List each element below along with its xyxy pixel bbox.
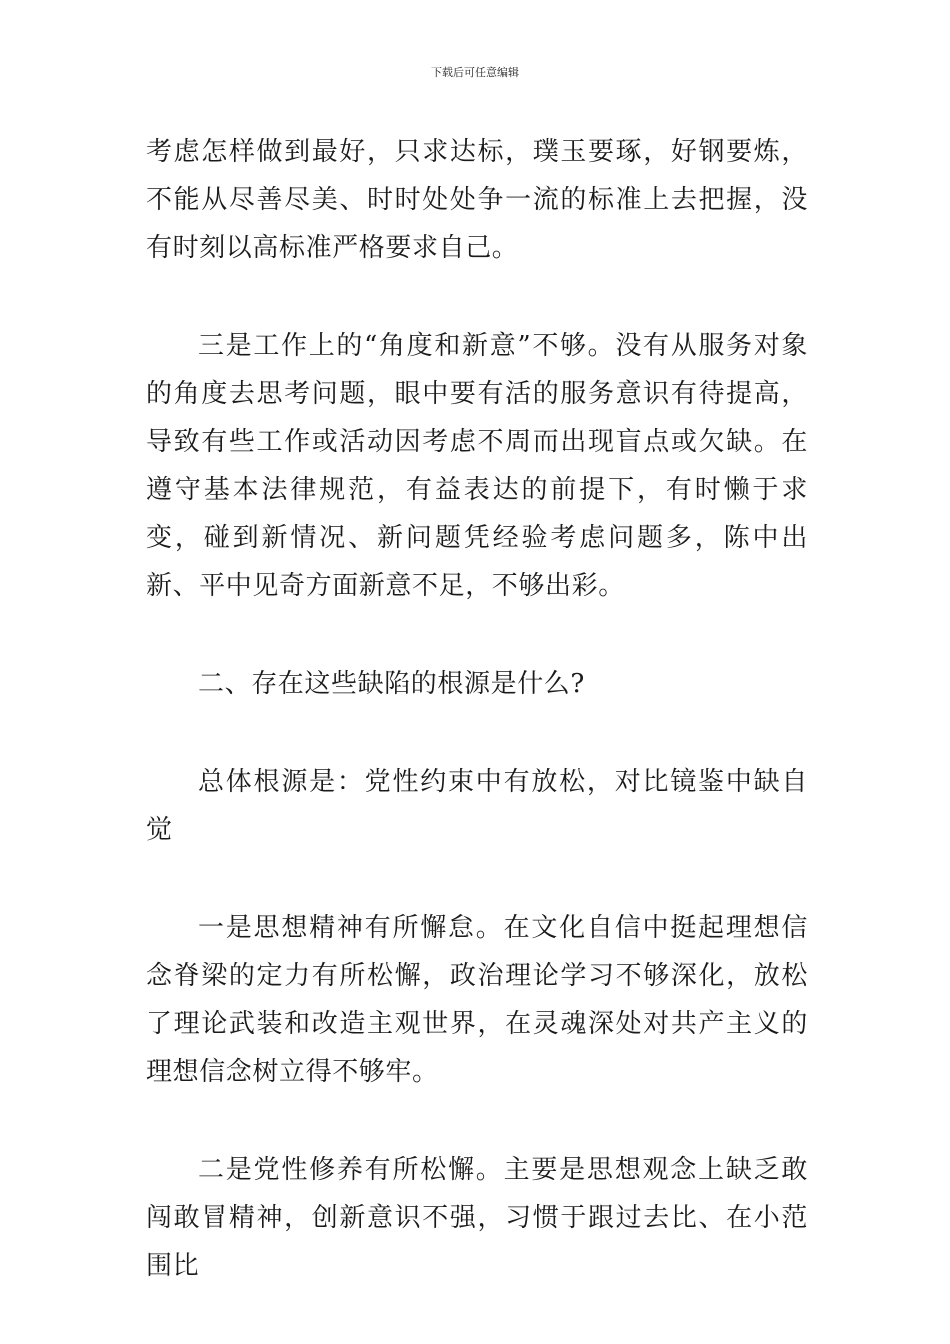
document-body	[146, 128, 808, 1290]
paragraph-overall-root: 总体根源是：党性约束中有放松，对比镜鉴中缺自觉	[146, 767, 808, 845]
paragraph-point-two: 二是党性修养有所松懈。主要是思想观念上缺乏敢闯敢冒精神，创新意识不强，习惯于跟过去比、在小范围比	[146, 1155, 808, 1281]
header-note: 下载后可任意编辑	[431, 66, 519, 79]
paragraph-point-one: 一是思想精神有所懈怠。在文化自信中挺起理想信念脊梁的定力有所松懈，政治理论学习不够深化，放松了理论武装和改造主观世界，在灵魂深处对共产主义的理想信念树立得不够牢。	[146, 913, 808, 1087]
section-heading-two: 二、存在这些缺陷的根源是什么?	[198, 669, 585, 699]
paragraph-continuation: 考虑怎样做到最好，只求达标，璞玉要琢，好钢要炼，不能从尽善尽美、时时处处争一流的标准上去把握，没有时刻以高标准严格要求自己。	[146, 137, 808, 263]
paragraph-point-three: 三是工作上的“角度和新意”不够。没有从服务对象的角度去思考问题，眼中要有活的服务意识有待提高，导致有些工作或活动因考虑不周而出现盲点或欠缺。在遵守基本法律规范，有益表达的前提下，有时懒于求变，碰到新情况、新问题凭经验考虑问题多，陈中出新、平中见奇方面新意不足，不够出彩。	[146, 331, 808, 601]
